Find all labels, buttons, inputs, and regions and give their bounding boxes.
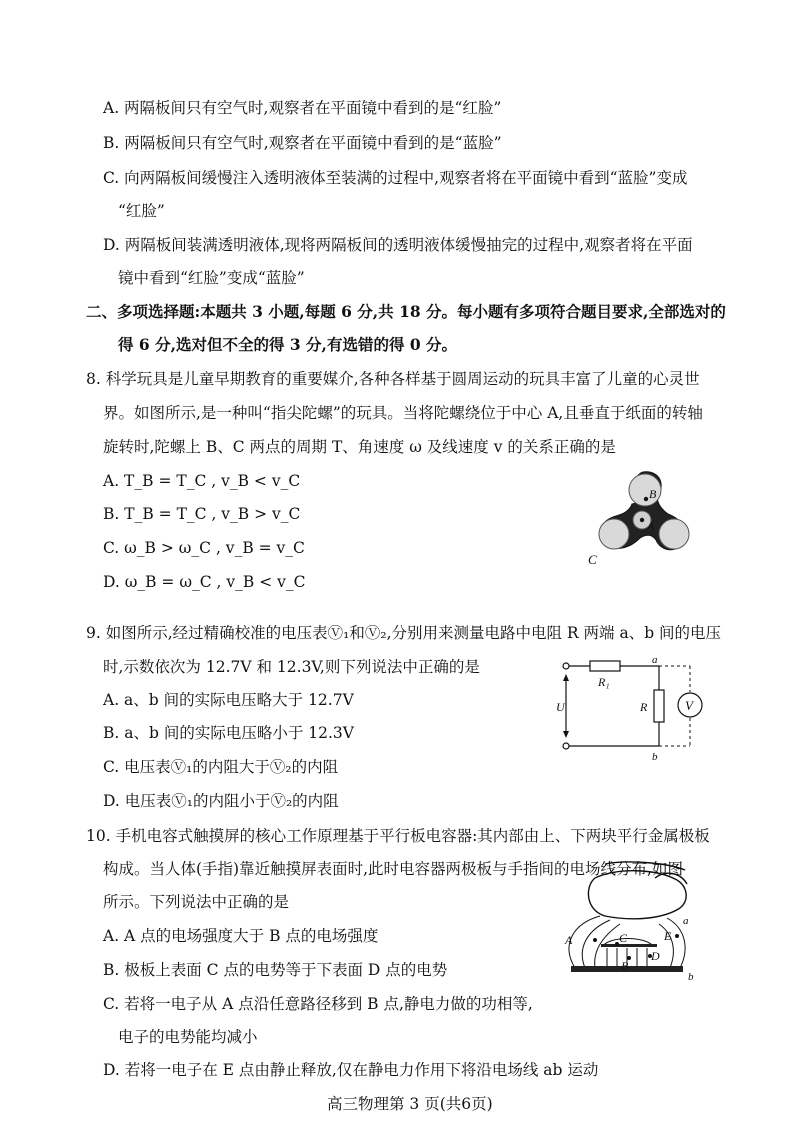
q7-option-c-line1: C. 向两隔板间缓慢注入透明液体至装满的过程中,观察者将在平面镜中看到“蓝脸”变成 — [103, 169, 688, 187]
q10-option-b: B. 极板上表面 C 点的电势等于下表面 D 点的电势 — [103, 961, 448, 979]
point-d-label: D — [651, 949, 660, 963]
q7-option-c-line2: “红脸” — [118, 202, 165, 220]
fidget-spinner-figure — [578, 462, 708, 577]
q10-stem-line1: 10. 手机电容式触摸屏的核心工作原理基于平行板电容器:其内部由上、下两块平行金属极板 — [86, 827, 710, 845]
q9-stem-line2: 时,示数依次为 12.7V 和 12.3V,则下列说法中正确的是 — [103, 658, 480, 676]
page-footer: 高三物理第 3 页(共6页) — [327, 1095, 493, 1113]
q10-option-d: D. 若将一电子在 E 点由静止释放,仅在静电力作用下将沿电场线 ab 运动 — [103, 1061, 599, 1079]
q8-option-c: C. ω_B > ω_C , v_B = v_C — [103, 539, 305, 557]
point-e-label: E — [664, 929, 672, 943]
voltmeter-label: V — [685, 698, 693, 713]
node-b-label: b — [652, 751, 658, 763]
q10-stem-line3: 所示。下列说法中正确的是 — [103, 893, 290, 911]
line-end-a-label: a — [683, 915, 689, 927]
point-c-label: C — [619, 931, 628, 945]
circuit-figure — [552, 654, 722, 764]
point-b-label: B — [621, 959, 629, 973]
q8-stem-line2: 界。如图所示,是一种叫“指尖陀螺”的玩具。当将陀螺绕位于中心 A,且垂直于纸面的转轴 — [103, 404, 703, 422]
q10-option-a: A. A 点的电场强度大于 B 点的电场强度 — [103, 927, 379, 945]
point-b-label: B — [649, 487, 657, 501]
q8-option-a: A. T_B = T_C , v_B < v_C — [103, 472, 301, 490]
q9-option-d: D. 电压表Ⓥ₁的内阻小于Ⓥ₂的内阻 — [103, 792, 339, 810]
section2-heading-line1: 二、多项选择题:本题共 3 小题,每题 6 分,共 18 分。每小题有多项符合题目要求,全部选对的 — [86, 302, 726, 321]
q7-option-b: B. 两隔板间只有空气时,观察者在平面镜中看到的是“蓝脸” — [103, 134, 502, 152]
q7-option-a: A. 两隔板间只有空气时,观察者在平面镜中看到的是“红脸” — [103, 99, 502, 117]
q10-stem-line2: 构成。当人体(手指)靠近触摸屏表面时,此时电容器两极板与手指间的电场线分布,如图 — [103, 860, 683, 878]
q10-option-c-line1: C. 若将一电子从 A 点沿任意路径移到 B 点,静电力做的功相等, — [103, 995, 533, 1013]
q9-option-b: B. a、b 间的实际电压略小于 12.3V — [103, 724, 354, 742]
q10-option-c-line2: 电子的电势能均减小 — [118, 1028, 258, 1046]
q8-option-d: D. ω_B = ω_C , v_B < v_C — [103, 573, 306, 591]
q9-stem-line1: 9. 如图所示,经过精确校准的电压表Ⓥ₁和Ⓥ₂,分别用来测量电路中电阻 R 两端 a、b 间的电压 — [86, 624, 722, 642]
point-c-label: C — [588, 552, 597, 567]
node-a-label: a — [652, 654, 658, 666]
q9-option-a: A. a、b 间的实际电压略大于 12.7V — [103, 691, 354, 709]
touchscreen-field-figure — [555, 858, 705, 983]
q8-option-b: B. T_B = T_C , v_B > v_C — [103, 505, 301, 523]
point-a-label: A — [647, 519, 655, 533]
q8-stem-line3: 旋转时,陀螺上 B、C 两点的周期 T、角速度 ω 及线速度 v 的关系正确的是 — [103, 438, 616, 456]
voltage-u-label: U — [556, 700, 565, 714]
q8-stem-line1: 8. 科学玩具是儿童早期教育的重要媒介,各种各样基于圆周运动的玩具丰富了儿童的心灵世 — [86, 370, 700, 388]
resistor-r-label: R — [640, 700, 648, 714]
section2-heading-line2: 得 6 分,选对但不全的得 3 分,有选错的得 0 分。 — [118, 335, 458, 354]
line-end-b-label: b — [688, 971, 694, 983]
q7-option-d-line1: D. 两隔板间装满透明液体,现将两隔板间的透明液体缓慢抽完的过程中,观察者将在平面 — [103, 236, 693, 254]
q9-option-c: C. 电压表Ⓥ₁的内阻大于Ⓥ₂的内阻 — [103, 758, 339, 776]
q7-option-d-line2: 镜中看到“红脸”变成“蓝脸” — [118, 269, 305, 287]
resistor-r1-label: R₁ — [598, 675, 610, 689]
point-a-label: A — [565, 933, 573, 947]
